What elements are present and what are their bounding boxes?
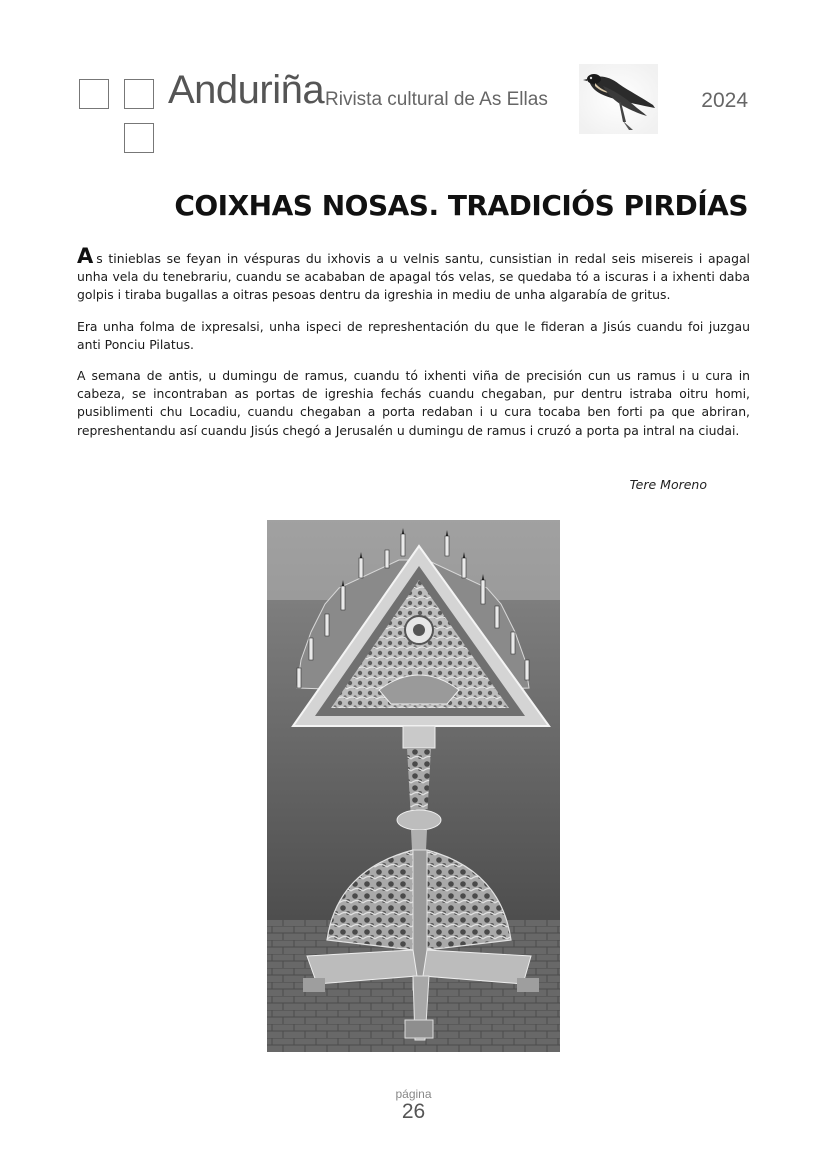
header-square-3 <box>124 123 154 153</box>
paragraph-3: A semana de antis, u dumingu de ramus, cuandu tó ixhenti viña de precisión cun us ramus i u cura in cabeza, se incontraban as portas de igreshia fechás cuandu chegaban, pur dentru istraba oitru homi, pusiblimenti chu Locadiu, cuandu chegaban a porta redaban i u cura tocaba ben forti pa que abriran, represhentandu así cuandu Jisús chegó a Jerusalén u dumingu de ramus i cruzó a porta pa intral na ciudai. <box>77 368 750 438</box>
header-square-2 <box>124 79 154 109</box>
magazine-subtitle: Rivista cultural de As Ellas <box>325 89 548 110</box>
swallow-bird-icon <box>579 64 658 134</box>
article-author: Tere Moreno <box>629 477 707 492</box>
article-body <box>77 246 750 453</box>
page-number: 26 <box>401 1100 426 1123</box>
drop-cap: A <box>77 244 94 268</box>
paragraph-1-text: s tinieblas se feyan in véspuras du ixhovis a u velnis santu, cunsistian in redal seis misereis i apagal unha vela du tenebrariu, cuandu se acababan de apagal tós velas, se quedaba tó a iscuras i a ixhenti daba golpis i tiraba bugallas a oitras pesoas dentru da igreshia in mediu de unha algarabía de gritus. <box>77 251 750 303</box>
tenebrario-photo <box>267 520 560 1052</box>
page-label: página <box>395 1087 432 1101</box>
magazine-name: Anduriña <box>168 68 325 112</box>
paragraph-1 <box>77 246 750 305</box>
paragraph-2: Era unha folma de ixpresalsi, unha ispeci de represhentación du que le fideran a Jisús cuandu foi juzgau anti Ponciu Pilatus. <box>77 318 750 352</box>
issue-year: 2024 <box>701 89 748 112</box>
article-title: COIXHAS NOSAS. TRADICIÓS PIRDÍAS <box>174 188 748 222</box>
header-square-1 <box>79 79 109 109</box>
